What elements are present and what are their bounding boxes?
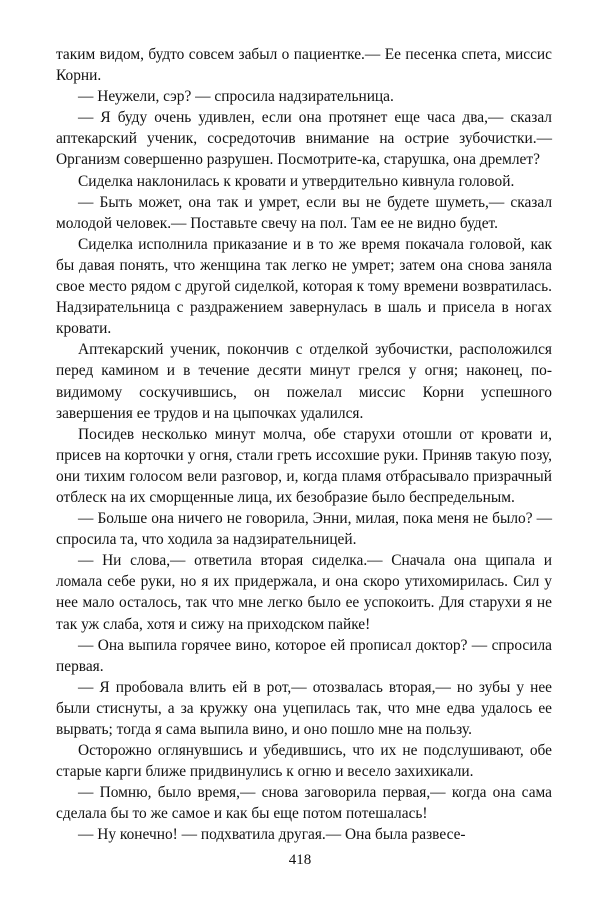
- paragraph: — Она выпила горячее вино, которое ей прописал доктор? — спросила первая.: [56, 636, 552, 675]
- paragraph: Сиделка наклонилась к кровати и утвердительно кивнула головой.: [78, 172, 515, 190]
- paragraph: — Я буду очень удивлен, если она протянет еще часа два,— сказал аптекарский ученик, сосредоточив внимание на острие зубочистки.— Организм совершенно разрушен. Посмотрите-ка, старушка, она дремлет?: [56, 109, 552, 169]
- paragraph: — Ну конечно! — подхватила другая.— Она была развесе-: [78, 826, 466, 844]
- paragraph: Сиделка исполнила приказание и в то же время покачала головой, как бы давая понять, что женщина так легко не умрет; затем она снова заняла свое место рядом с другой сиделкой, которая к тому времени возвратилась. Надзирательница с раздражением завернулась в шаль и присела в ногах кровати.: [56, 235, 552, 338]
- paragraph: Посидев несколько минут молча, обе старухи отошли от кровати и, присев на корточки у огня, стали греть иссохшие руки. Приняв такую позу, они тихим голосом вели разговор, и, когда пламя отбрасывало призрачный отблеск на их сморщенные лица, их безобразие было беспредельным.: [56, 425, 552, 506]
- paragraph: таким видом, будто совсем забыл о пациентке.— Ее песенка спета, миссис Корни.: [56, 46, 552, 85]
- page-number: 418: [288, 852, 312, 868]
- paragraph: — Больше она ничего не говорила, Энни, милая, пока меня не было? — спросила та, что ходила за надзирательницей.: [56, 510, 552, 549]
- paragraph: — Быть может, она так и умрет, если вы не будете шуметь,— сказал молодой человек.— Поставьте свечу на пол. Там ее не видно будет.: [56, 193, 552, 232]
- paragraph: — Я пробовала влить ей в рот,— отозвалась вторая,— но зубы у нее были стиснуты, а за кружку она уцепилась так, что мне едва удалось ее вырвать; тогда я сама выпила вино, и оно пошло мне на пользу.: [56, 678, 552, 738]
- body-text: [56, 44, 552, 846]
- paragraph: — Помню, было время,— снова заговорила первая,— когда она сама сделала бы то же самое и как бы еще потом потешалась!: [56, 784, 552, 823]
- paragraph: Аптекарский ученик, покончив с отделкой зубочистки, расположился перед камином и в течение десяти минут грелся у огня; наконец, по-видимому соскучившись, он пожелал миссис Корни успешного завершения ее трудов и на цыпочках удалился.: [56, 341, 552, 422]
- paragraph: Осторожно оглянувшись и убедившись, что их не подслушивают, обе старые карги ближе придвинулись к огню и весело захихикали.: [56, 742, 552, 781]
- paragraph: — Неужели, сэр? — спросила надзирательница.: [78, 88, 394, 106]
- paragraph: — Ни слова,— ответила вторая сиделка.— Сначала она щипала и ломала себе руки, но я их придержала, и она скоро утихомирилась. Сил у нее мало осталось, так что мне легко было ее успокоить. Для старухи я не так уж слаба, хотя и сижу на приходском пайке!: [56, 552, 552, 633]
